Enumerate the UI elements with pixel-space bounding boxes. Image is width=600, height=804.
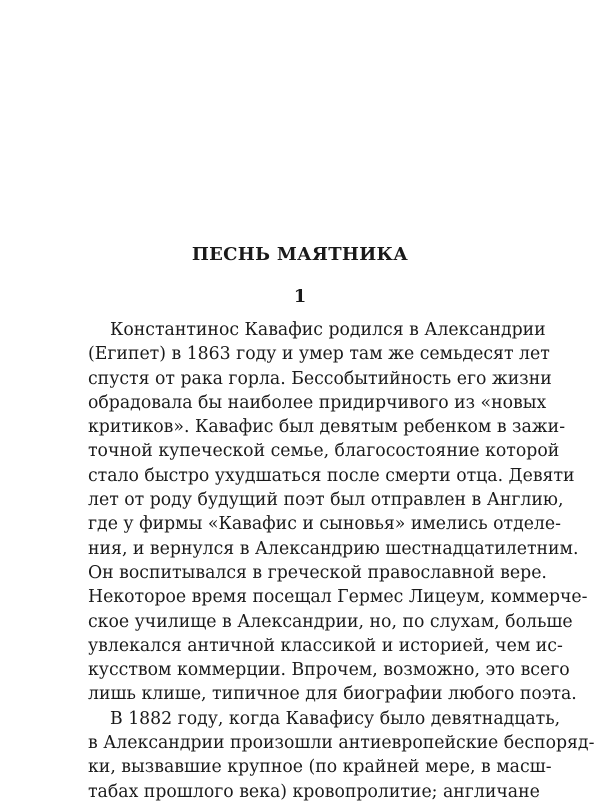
paragraph-2 <box>88 707 595 804</box>
text-line: Он воспитывался в греческой православной вере. <box>88 562 547 583</box>
body-text <box>88 318 595 804</box>
text-line: ки, вызвавшие крупное (по крайней мере, в масш- <box>88 757 552 778</box>
text-line: лишь клише, типичное для биографии любого поэта. <box>88 684 577 705</box>
text-line: стало быстро ухудшаться после смерти отца. Девяти <box>88 465 575 486</box>
text-line: В 1882 году, когда Кавафису было девятнадцать, <box>110 708 561 729</box>
text-line: ния, и вернулся в Александрию шестнадцатилетним. <box>88 538 579 559</box>
text-line: (Египет) в 1863 году и умер там же семьдесят лет <box>88 344 550 365</box>
text-line: лет от роду будущий поэт был отправлен в Англию, <box>88 490 564 511</box>
chapter-title: ПЕСНЬ МАЯТНИКА <box>191 244 409 265</box>
text-line: увлекался античной классикой и историей, чем ис- <box>88 635 563 656</box>
text-line: точной купеческой семье, благосостояние которой <box>88 441 560 462</box>
text-line: в Александрии произошли антиевропейские беспоряд- <box>88 733 595 754</box>
text-line: Некоторое время посещал Гермес Лицеум, коммерче- <box>88 587 588 608</box>
section-number: 1 <box>293 286 307 307</box>
text-line: ское училище в Александрии, но, по слухам, больше <box>88 611 573 632</box>
paragraph-1 <box>88 318 588 707</box>
text-line: табах прошлого века) кровопролитие; англичане <box>88 781 540 802</box>
text-line: спустя от рака горла. Бессобытийность его жизни <box>88 368 552 389</box>
text-line: кусством коммерции. Впрочем, возможно, это всего <box>88 660 570 681</box>
text-line: обрадовала бы наиболее придирчивого из «новых <box>88 392 547 413</box>
text-line: где у фирмы «Кавафис и сыновья» имелись отделе- <box>88 514 561 535</box>
text-line: критиков». Кавафис был девятым ребенком в зажи- <box>88 417 566 438</box>
text-line: Константинос Кавафис родился в Александрии <box>110 320 546 340</box>
